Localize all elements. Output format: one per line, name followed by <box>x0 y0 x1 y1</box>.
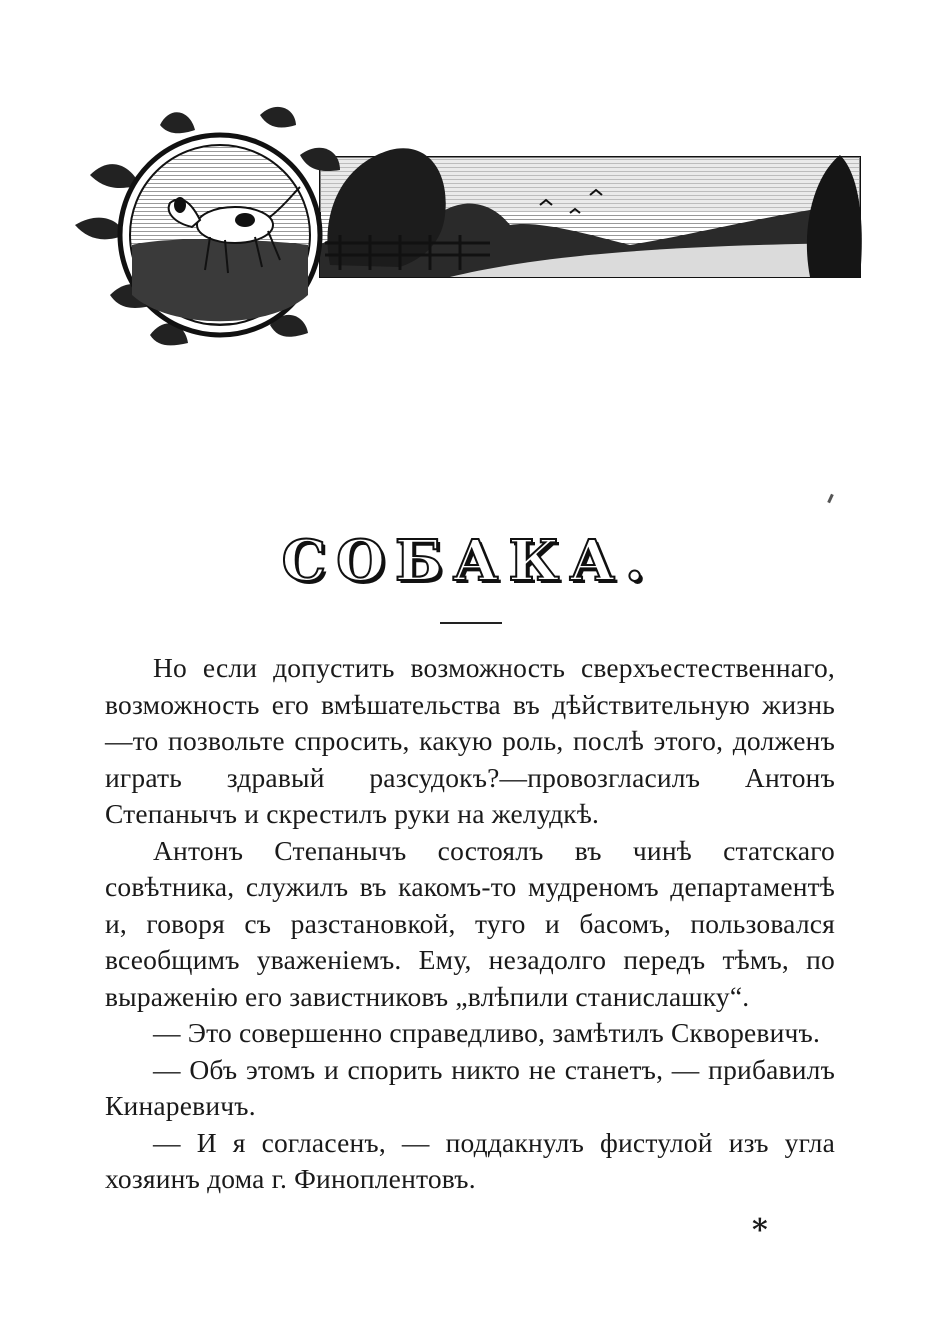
signature-mark: * <box>752 1213 768 1248</box>
chapter-title: СОБАКА. <box>281 528 655 594</box>
paragraph: — Объ этомъ и спорить никто не станетъ, — прибавилъ Кинаревичъ. <box>105 1053 835 1121</box>
paragraph: Антонъ Степанычъ состоялъ въ чинѣ статскаго совѣтника, служилъ въ какомъ-то мудреномъ департаментѣ и, говоря съ разстановкой, туго и басомъ, пользовался всеобщимъ уваженіемъ. Ему, незадолго передъ тѣмъ, по выраженію его завистниковъ „влѣпили станислашку“. <box>105 834 835 1012</box>
body-text <box>105 650 835 1198</box>
print-speck <box>827 494 834 503</box>
paragraph: Но если допустить возможность сверхъестественнаго, возможность его вмѣшательства въ дѣйствительную жизнь—то позвольте спросить, какую роль, послѣ этого, долженъ играть здравый разсудокъ?—провозгласилъ Антонъ Степанычъ и скрестилъ руки на желудкѣ. <box>105 652 835 829</box>
title-rule <box>440 622 502 624</box>
headpiece-illustration <box>70 95 870 370</box>
paragraph: — И я согласенъ, — поддакнулъ фистулой изъ угла хозяинъ дома г. Финоплентовъ. <box>105 1126 835 1194</box>
paragraph: — Это совершенно справедливо, замѣтилъ Скворевичъ. <box>153 1017 821 1048</box>
hunting-dog-vignette-icon <box>70 95 870 370</box>
